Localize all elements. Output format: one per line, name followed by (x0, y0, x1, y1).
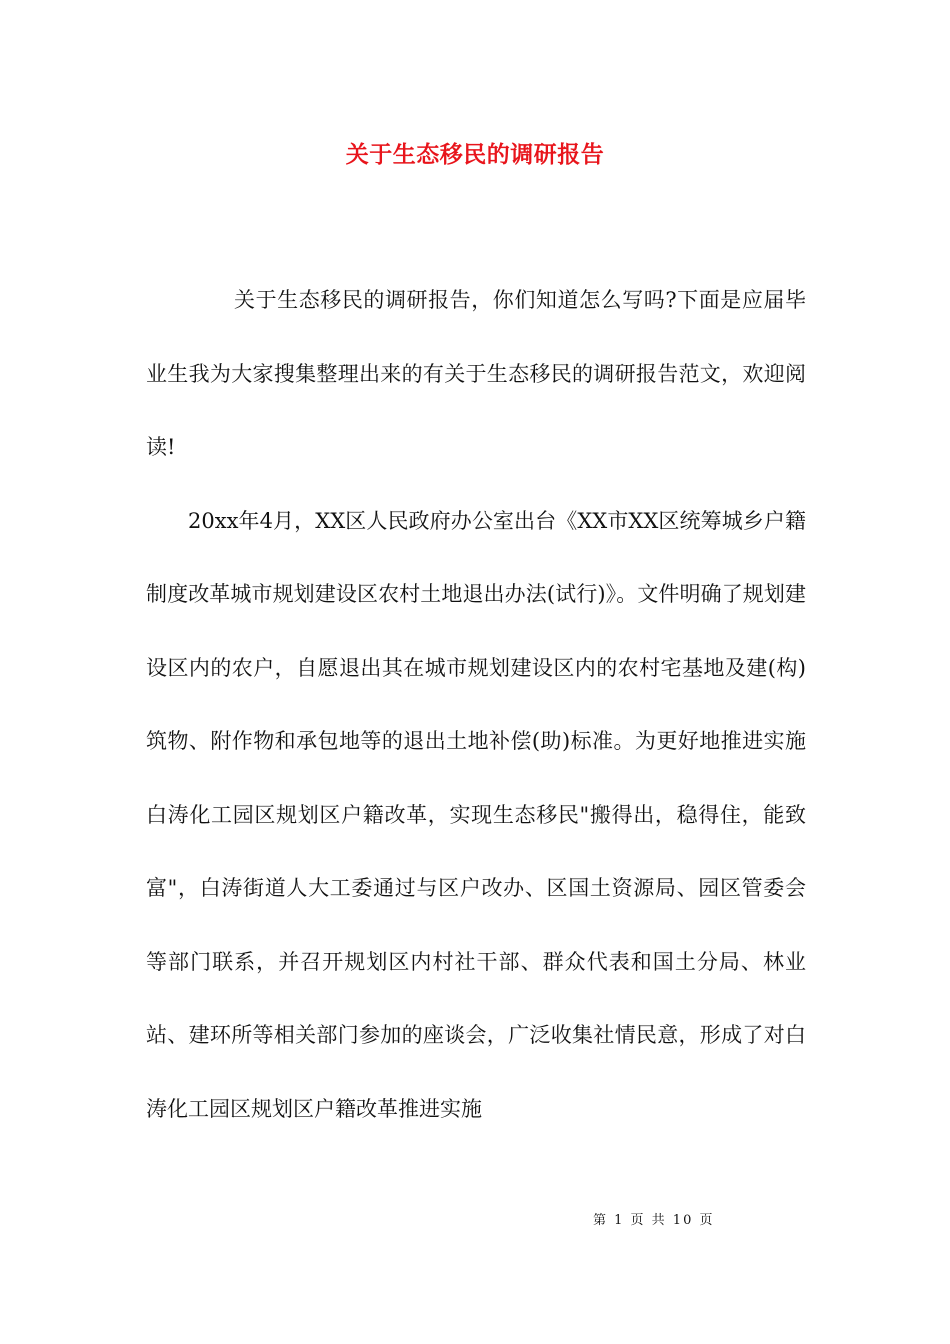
page-number-footer: 第 1 页 共 10 页 (593, 1213, 715, 1228)
document-title: 关于生态移民的调研报告 (345, 141, 605, 168)
paragraph-intro: 关于生态移民的调研报告，你们知道怎么写吗?下面是应届毕业生我为大家搜集整理出来的有关于生态移民的调研报告范文，欢迎阅读! (146, 288, 806, 459)
document-body (146, 264, 806, 1146)
paragraph-main: 20xx年4月，XX区人民政府办公室出台《XX市XX区统筹城乡户籍制度改革城市规划建设区农村土地退出办法(试行)》。文件明确了规划建设区内的农户，自愿退出其在城市规划建设区内的农村宅基地及建(构)筑物、附作物和承包地等的退出土地补偿(助)标准。为更好地推进实施白涛化工园区规划区户籍改革，实现生态移民"搬得出，稳得住，能致富"，白涛街道人大工委通过与区户改办、区国土资源局、园区管委会等部门联系，并召开规划区内村社干部、群众代表和国土分局、林业站、建环所等相关部门参加的座谈会，广泛收集社情民意，形成了对白涛化工园区规划区户籍改革推进实施 (146, 508, 806, 1121)
